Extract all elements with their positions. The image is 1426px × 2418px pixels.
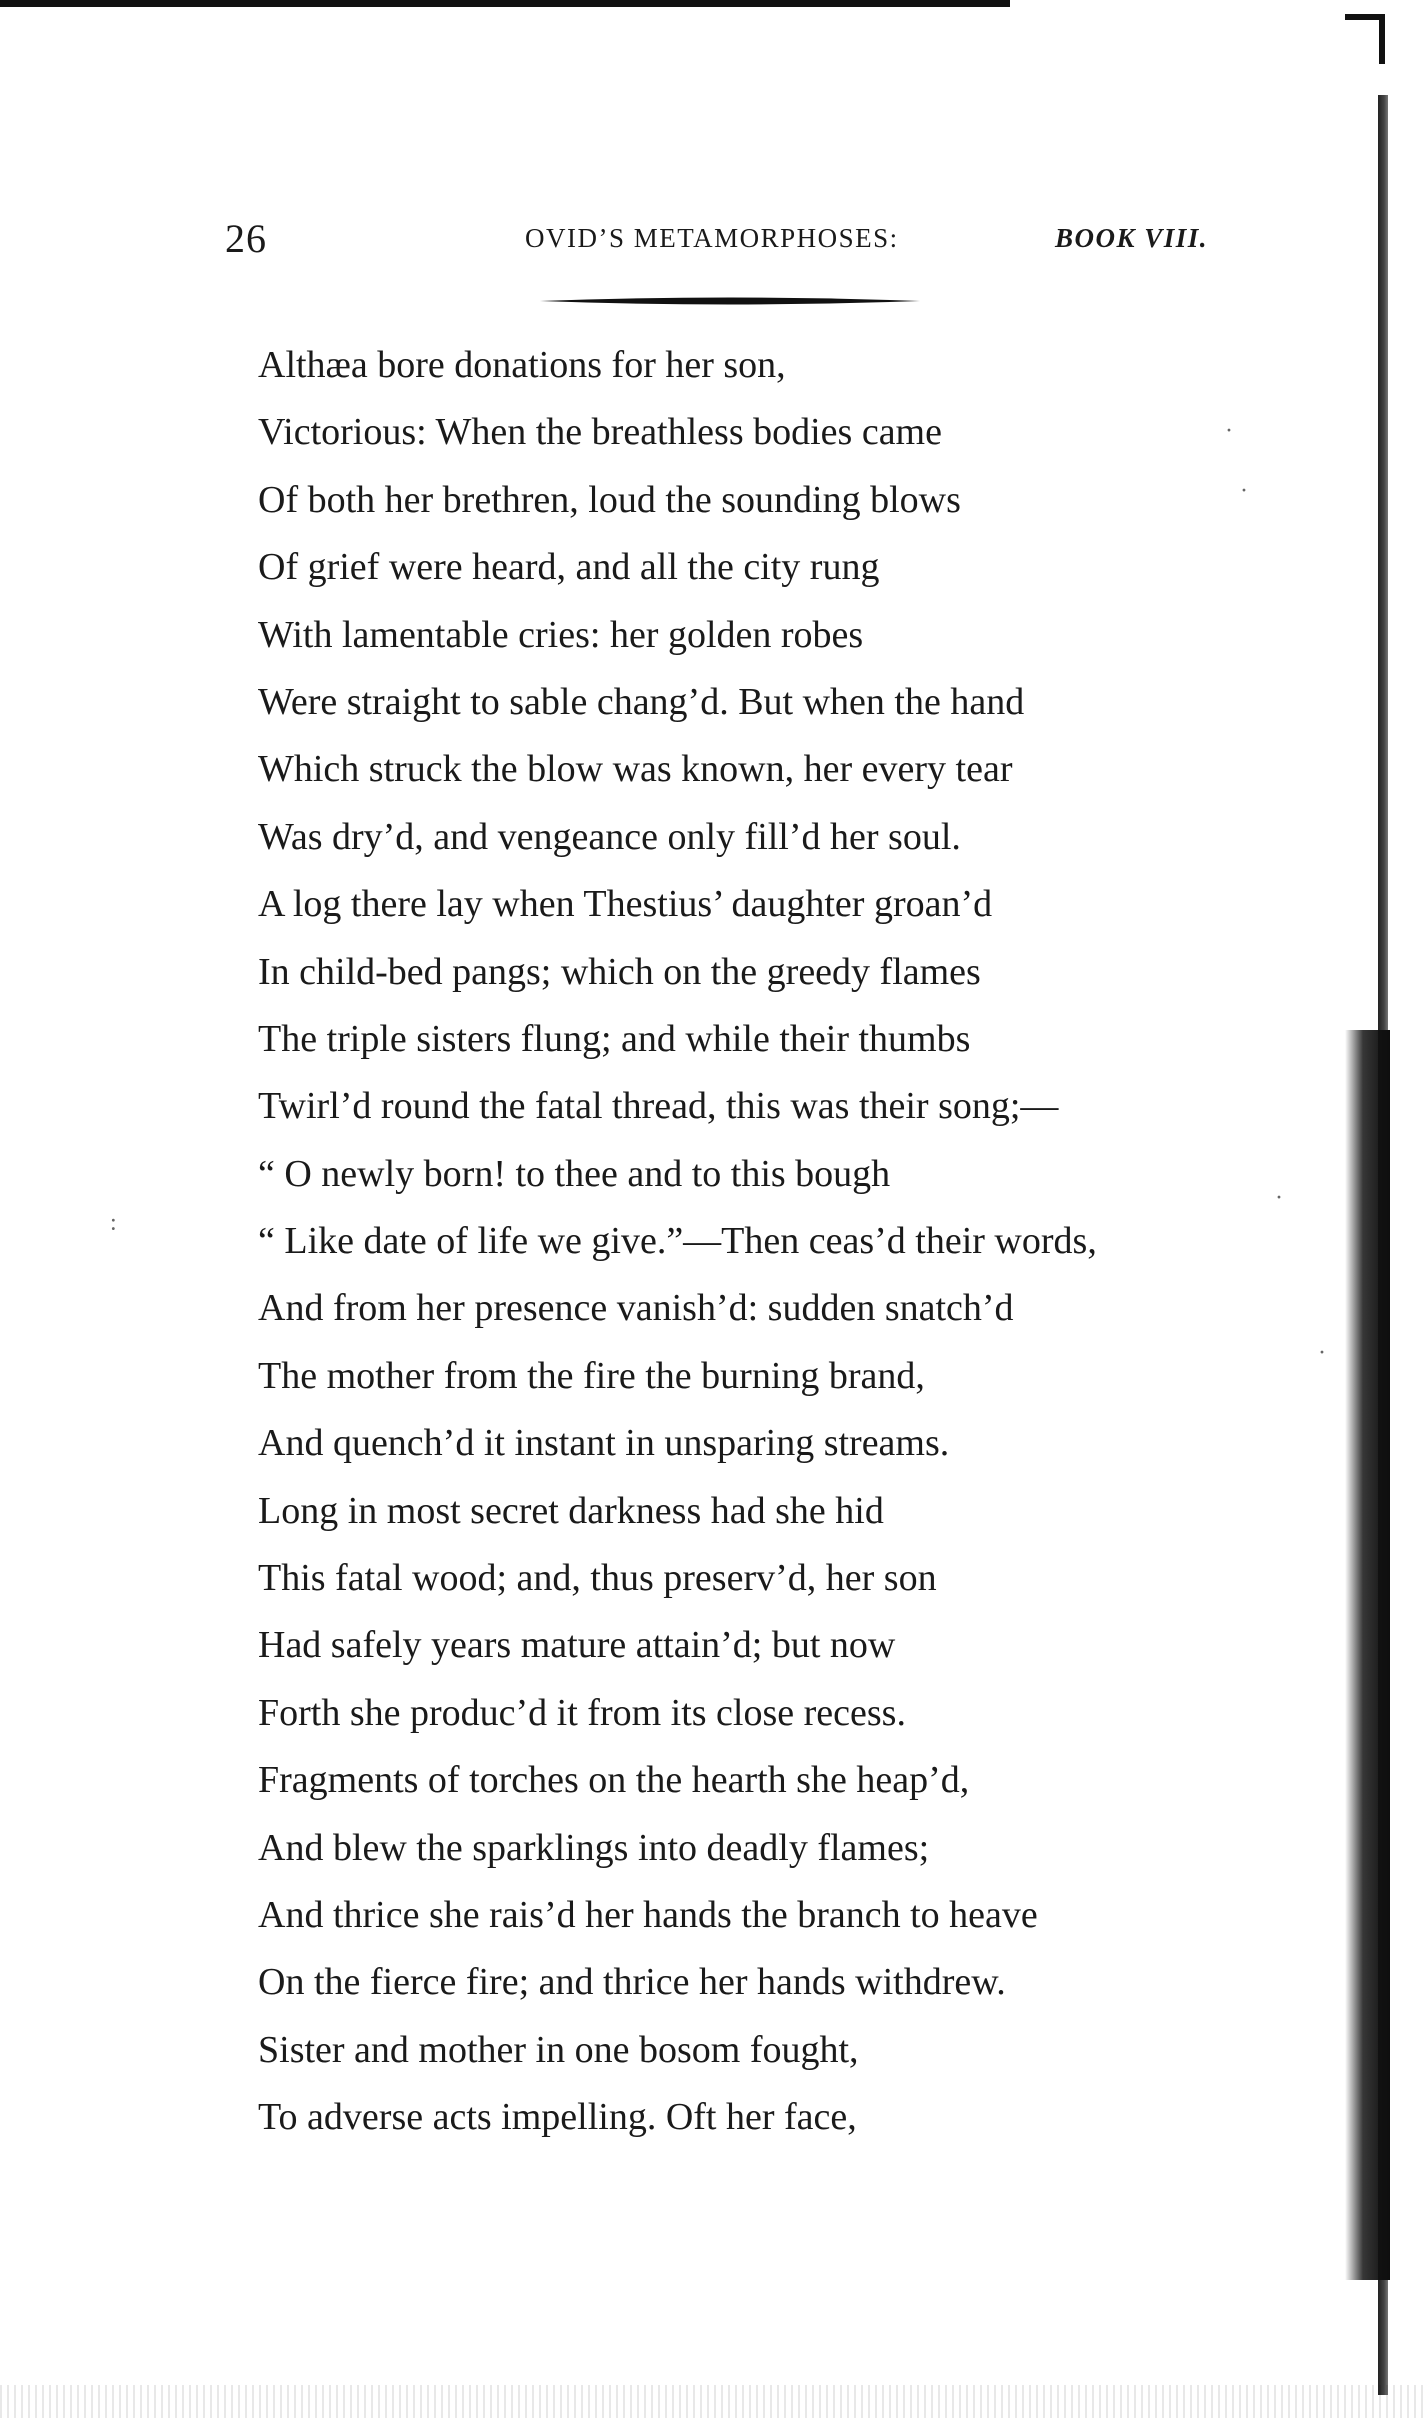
- verse-line: A log there lay when Thestius’ daughter groan’d: [258, 883, 993, 926]
- running-header: [225, 215, 1255, 275]
- page-number: 26: [225, 216, 267, 261]
- verse-line: Long in most secret darkness had she hid: [258, 1489, 884, 1532]
- verse-line: Which struck the blow was known, her every tear: [258, 748, 1013, 791]
- verse-line: Twirl’d round the fatal thread, this was their song;—: [258, 1085, 1059, 1128]
- verse-line: Was dry’d, and vengeance only fill’d her soul.: [258, 815, 961, 858]
- verse-line: Of both her brethren, loud the sounding blows: [258, 478, 961, 521]
- top-border-rule: [0, 0, 1010, 7]
- verse-line: The mother from the fire the burning brand,: [258, 1354, 925, 1397]
- margin-speck: ·: [1225, 418, 1233, 444]
- header-ornament-rule: [540, 295, 920, 307]
- verse-line: Althæa bore donations for her son,: [258, 344, 786, 386]
- verse-line: And quench’d it instant in unsparing streams.: [258, 1422, 950, 1465]
- verse-line: The triple sisters flung; and while their thumbs: [258, 1017, 971, 1060]
- verse-line: In child-bed pangs; which on the greedy flames: [258, 950, 981, 993]
- margin-speck: :: [110, 1210, 117, 1236]
- verse-line: And from her presence vanish’d: sudden snatch’d: [258, 1287, 1014, 1330]
- running-title: OVID’S METAMORPHOSES:: [525, 223, 899, 253]
- verse-line: Fragments of torches on the hearth she heap’d,: [258, 1759, 970, 1802]
- verse-line: To adverse acts impelling. Oft her face,: [258, 2096, 857, 2139]
- verse-block: [258, 332, 1258, 2152]
- verse-line: Were straight to sable chang’d. But when the hand: [258, 680, 1025, 723]
- verse-line: Had safely years mature attain’d; but now: [258, 1624, 896, 1667]
- verse-line: On the fierce fire; and thrice her hands withdrew.: [258, 1961, 1006, 2004]
- margin-speck: ·: [1240, 478, 1248, 504]
- book-label: BOOK VIII.: [1055, 223, 1209, 253]
- verse-line: And thrice she rais’d her hands the branch to heave: [258, 1893, 1038, 1936]
- margin-speck: ·: [1275, 1185, 1283, 1211]
- margin-speck: ·: [1318, 1340, 1326, 1366]
- verse-line: And blew the sparklings into deadly flames;: [258, 1826, 930, 1869]
- bottom-scan-noise: [0, 2385, 1426, 2418]
- verse-line: This fatal wood; and, thus preserv’d, her son: [258, 1557, 937, 1600]
- verse-line: Of grief were heard, and all the city rung: [258, 546, 880, 589]
- verse-line: Forth she produc’d it from its close recess.: [258, 1691, 906, 1734]
- verse-line: Victorious: When the breathless bodies came: [258, 411, 942, 454]
- verse-line: “ O newly born! to thee and to this bough: [258, 1152, 891, 1195]
- corner-crop-mark: [1345, 14, 1385, 64]
- binding-shadow: [1345, 1030, 1390, 2280]
- verse-line: “ Like date of life we give.”—Then ceas’d their words,: [258, 1220, 1097, 1263]
- verse-line: With lamentable cries: her golden robes: [258, 613, 864, 656]
- verse-line: Sister and mother in one bosom fought,: [258, 2028, 859, 2071]
